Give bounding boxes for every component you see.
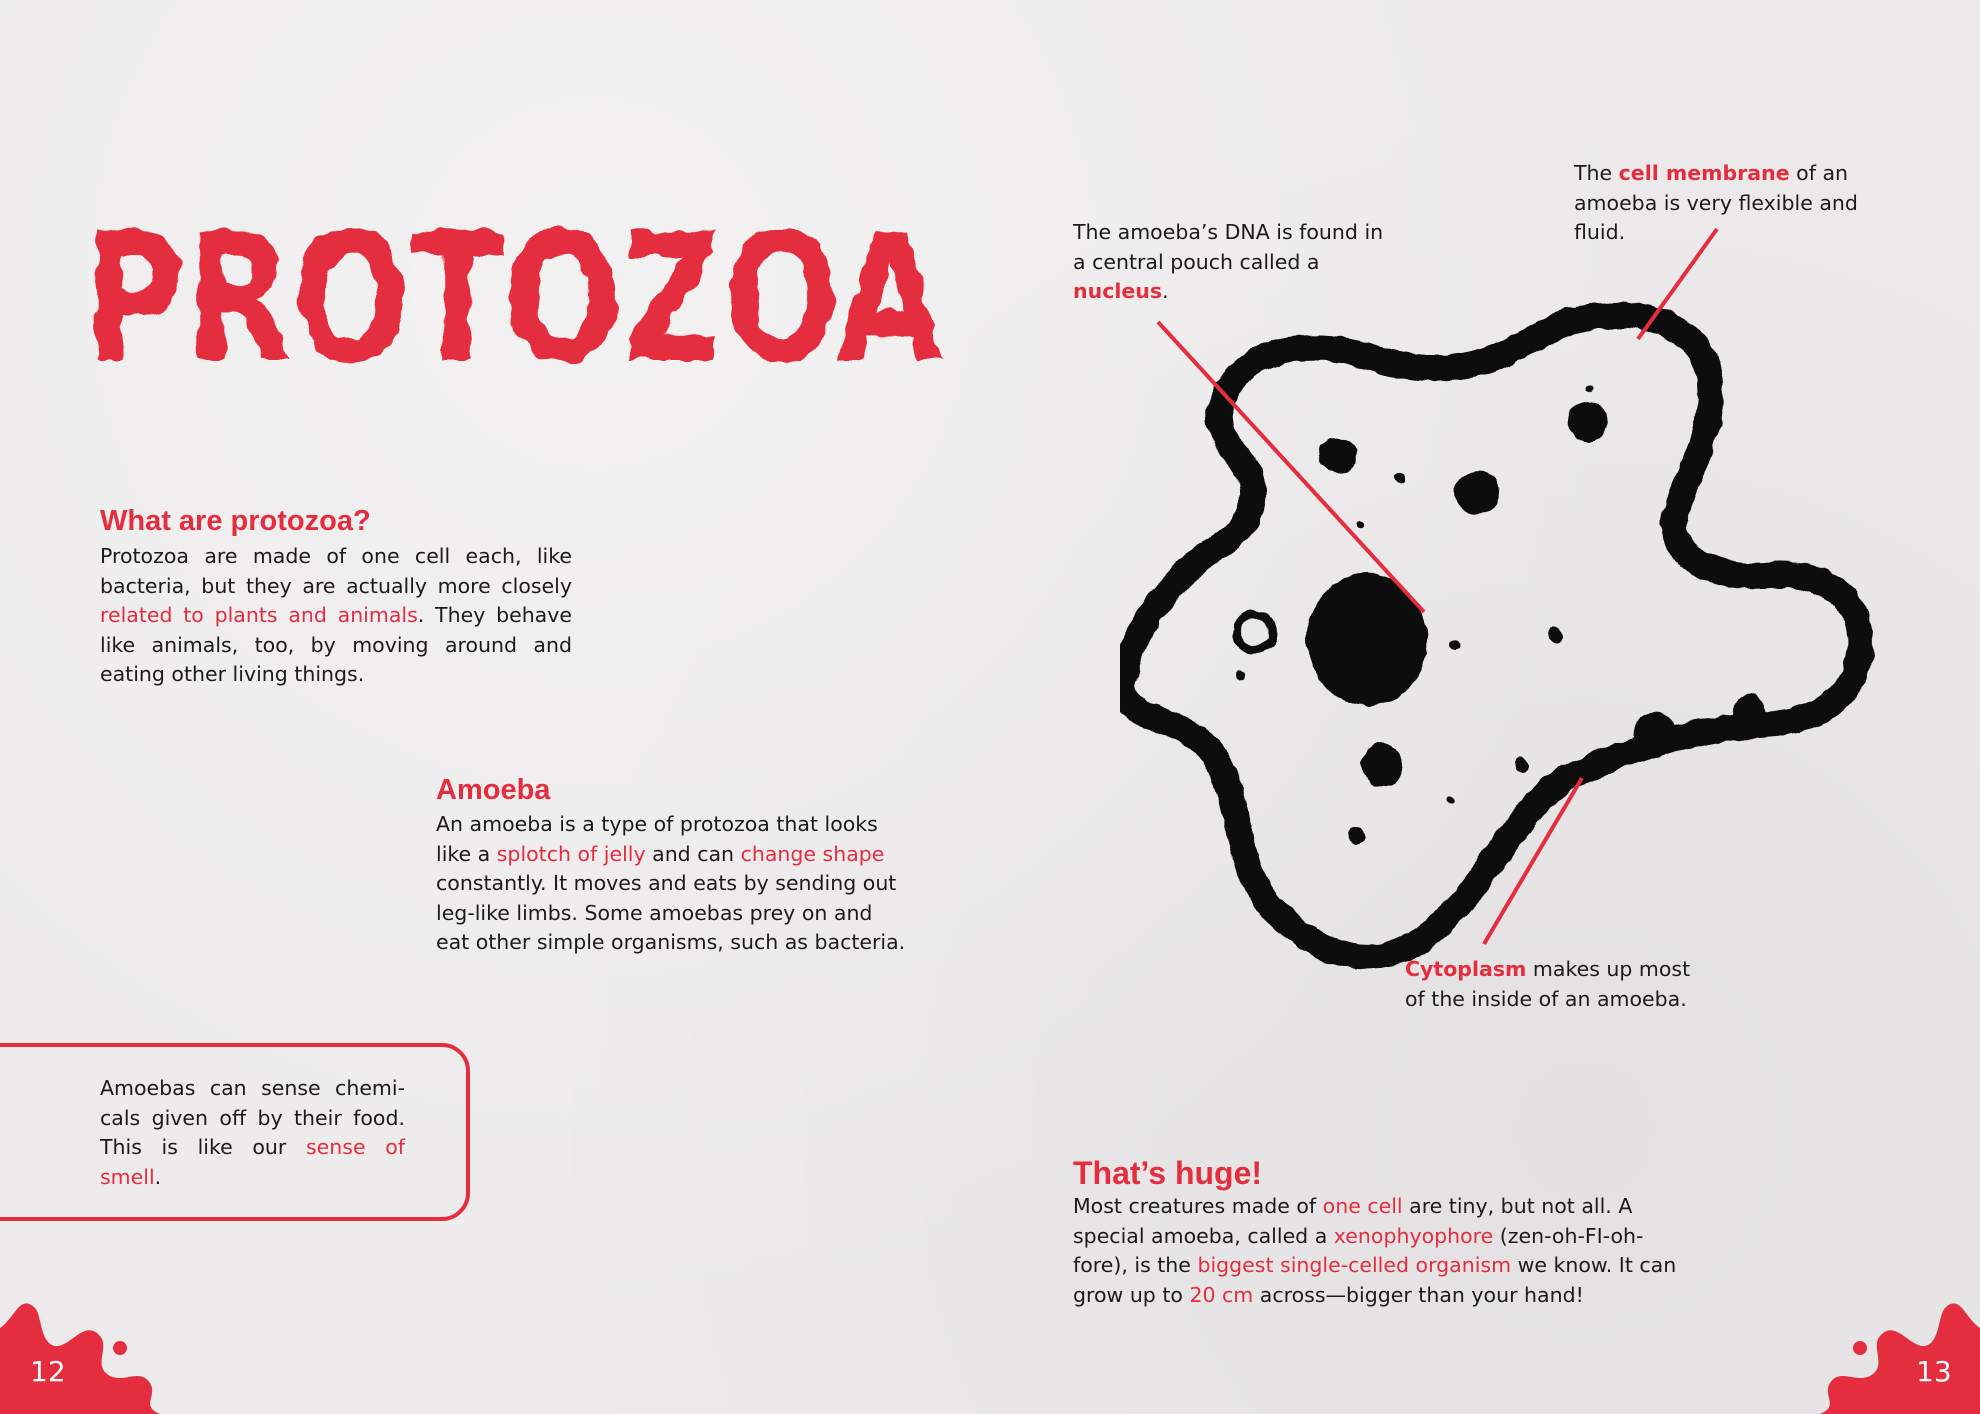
vacuole <box>1318 437 1358 473</box>
text-run: makes up most of the inside of an amoeba. <box>1405 957 1691 1011</box>
page-splat-right <box>1820 1288 1980 1414</box>
text-run: The amoeba’s DNA is found in a central pouch called a <box>1073 220 1384 274</box>
text-run: constantly. It moves and eats by sending out leg-like limbs. Some amoebas prey on and eat other simple organisms, such as bacteria. <box>436 871 906 954</box>
vacuole <box>1733 695 1767 735</box>
text-run: . They behave like animals, too, by moving around and eating other living things. <box>100 603 572 686</box>
highlight-related-plants-animals: related to plants and animals <box>100 603 418 627</box>
title-text: PROTOZOA <box>84 195 944 402</box>
granule <box>1586 386 1594 394</box>
page-number-left: 12 <box>30 1355 66 1388</box>
cell-membrane-label <box>1574 159 1884 248</box>
highlight-cytoplasm: Cytoplasm <box>1405 957 1527 981</box>
highlight-cell-membrane: cell membrane <box>1618 161 1790 185</box>
granule <box>1450 640 1460 650</box>
nucleus <box>1307 574 1427 706</box>
granule <box>1394 472 1406 484</box>
text-run: (zen-oh-FI-oh-fore), is the <box>1073 1223 1644 1277</box>
granule <box>1356 521 1364 529</box>
vacuole-ring <box>1237 614 1273 650</box>
highlight-nucleus: nucleus <box>1073 279 1163 303</box>
amoeba-paragraph <box>436 810 908 958</box>
highlight-sense-of-smell: sense of smell <box>100 1135 405 1189</box>
cell-membrane-outline <box>1122 315 1860 956</box>
what-are-protozoa-heading: What are protozoa? <box>100 505 371 537</box>
highlight-one-cell: one cell <box>1322 1194 1403 1218</box>
text-run: Amoebas can sense chemi-cals given off by their food. This is like our <box>100 1076 405 1159</box>
what-are-protozoa-paragraph <box>100 542 572 690</box>
highlight-20-cm: 20 cm <box>1189 1282 1254 1307</box>
text-run: of an amoeba is very flexible and fluid. <box>1574 161 1858 244</box>
highlight-xenophyophore: xenophyophore <box>1333 1223 1494 1248</box>
page-title <box>78 160 958 420</box>
vacuole <box>1455 470 1499 514</box>
highlight-biggest-single-celled-organism: biggest single-celled organism <box>1197 1253 1512 1277</box>
nucleus-label <box>1073 218 1393 307</box>
text-run: The <box>1574 161 1619 185</box>
granule <box>1515 758 1529 772</box>
highlight-splotch-of-jelly: splotch of jelly <box>496 841 646 866</box>
text-run: Protozoa are made of one cell each, like bacteria, but they are actually more closely <box>100 544 572 598</box>
granule <box>1349 827 1365 843</box>
thats-huge-paragraph <box>1073 1192 1688 1310</box>
text-run: and can <box>645 841 741 866</box>
granule <box>1547 627 1563 643</box>
highlight-change-shape: change shape <box>740 841 885 866</box>
text-run: across—bigger than your hand! <box>1253 1282 1584 1307</box>
page-splat-left <box>0 1288 160 1414</box>
thats-huge-heading: That’s huge! <box>1073 1155 1263 1191</box>
amoeba-illustration <box>1120 300 1900 980</box>
text-run: we know. It can grow up to <box>1073 1253 1677 1307</box>
text-run: . <box>154 1164 162 1189</box>
text-run: are tiny, but not all. A special amoeba, called a <box>1073 1194 1633 1248</box>
text-run: An amoeba is a type of protozoa that looks like a <box>436 812 878 866</box>
vacuole <box>1362 743 1402 787</box>
vacuole <box>1568 401 1608 441</box>
amoeba-heading: Amoeba <box>436 774 551 806</box>
page-number-right: 13 <box>1916 1355 1952 1388</box>
vacuole <box>1633 713 1677 757</box>
fact-box-text <box>100 1074 405 1192</box>
granule <box>1446 796 1454 804</box>
granule <box>1235 670 1245 680</box>
text-run: . <box>1162 279 1169 303</box>
text-run: Most creatures made of <box>1073 1194 1323 1218</box>
